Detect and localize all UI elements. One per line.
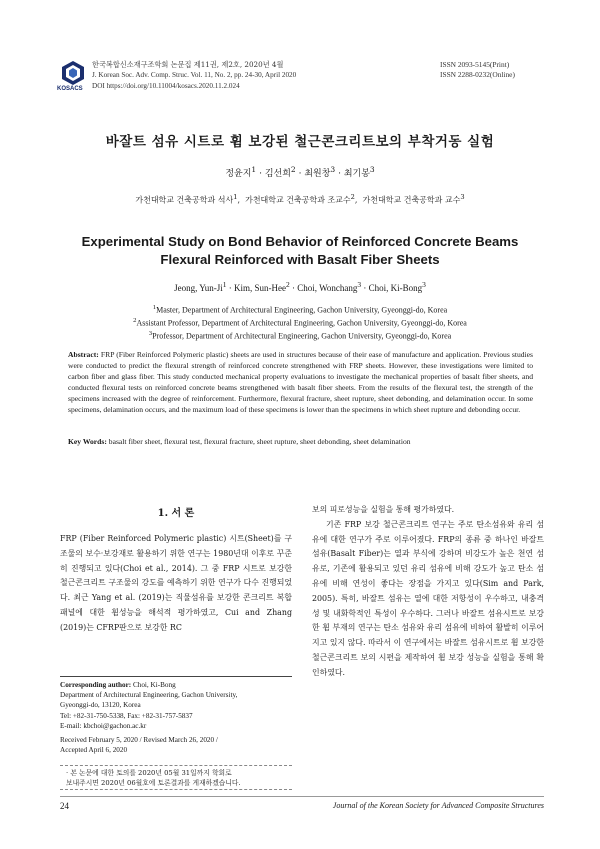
notice-line: · 본 논문에 대한 토의를 2020년 05월 31일까지 학회로	[66, 769, 232, 777]
corresponding-name: Choi, Ki-Bong	[132, 681, 176, 689]
affiliation-en	[0, 329, 600, 342]
author-sup: 1	[222, 280, 227, 289]
author-separator: ·	[298, 169, 302, 179]
logo-text: KOSACS	[57, 86, 83, 92]
author-sup: 2	[290, 165, 296, 174]
accepted-line: Accepted April 6, 2020	[60, 746, 128, 755]
keywords-text: basalt fiber sheet, flexural test, flexural fracture, sheet rupture, sheet debonding, sheet delamination	[108, 437, 411, 446]
affiliations-ko: 가천대학교 건축공학과 석사$^1$, 가천대학교 건축공학과 조교수$^2$, 가천대학교 건축공학과 교수$^3$	[135, 193, 465, 205]
logo-emblem-icon	[60, 60, 86, 86]
affiliation-ko: 가천대학교 건축공학과 교수	[362, 195, 461, 205]
author-separator: ·	[259, 169, 262, 179]
doi-link[interactable]: DOI https://doi.org/10.11004/kosacs.2020.11.2.024	[92, 81, 240, 90]
corresponding-address: Gyeonggi-do, 13120, Korea	[60, 701, 141, 710]
corresponding-author	[60, 680, 292, 731]
body-paragraph: FRP (Fiber Reinforced Polymeric plastic) 시트(Sheet)를 구조물의 보수·보강재로 활용하기 위한 연구는 1980년대 이후로 꾸준히 진행되고 있다(Choi et al., 2014). 그 중 FRP 시트로 보강한 철근콘크리트 구조물의 강도를 예측하기 위한 연구가 다수 진행되었다. 최근 Yang et al. (2019)는 직물섬유를 보강한 콘크리트 복합패널에 대한 휨성능을 해석적 평가하였고, Cui and Zhang (2019)는 CFRP판으로 보강한 RC	[60, 534, 292, 632]
section-title: 1. 서 론	[157, 508, 195, 519]
journal-name-en: J. Korean Soc. Adv. Comp. Struc. Vol. 11, No. 2, pp. 24-30, April 2020	[92, 71, 297, 80]
affiliation-sup: 1	[233, 193, 238, 201]
issn-online: ISSN 2288-0232(Online)	[440, 70, 515, 80]
footer-divider	[60, 796, 544, 797]
author-separator: ·	[228, 283, 232, 293]
authors-ko	[0, 165, 600, 179]
affiliation-sup: 2	[133, 317, 137, 325]
corresponding-tel: Tel: +82-31-750-5338, Fax: +82-31-757-5837	[60, 711, 193, 720]
author-separator: ·	[363, 283, 367, 293]
affiliation-sup: 3	[460, 193, 465, 201]
affiliation-text: Professor, Department of Architectural Engineering, Gachon University, Gyeonggi-do, Korea	[152, 331, 452, 341]
received-dates	[60, 735, 292, 755]
affiliation-en	[0, 316, 600, 329]
affiliation-sup: 1	[152, 304, 157, 311]
affiliation-text: Master, Department of Architectural Engineering, Gachon University, Gyeonggi-do, Korea	[156, 305, 448, 315]
paper-title-en	[60, 233, 540, 268]
author-ko: 정윤지	[225, 169, 252, 179]
author-separator: ·	[292, 283, 296, 293]
affiliation-sup: 3	[148, 330, 153, 338]
affiliation-ko: 가천대학교 건축공학과 석사	[135, 195, 234, 205]
affiliation-text: Assistant Professor, Department of Architectural Engineering, Gachon University, Gyeonggi-do, Korea	[136, 318, 467, 328]
body-paragraph: 기존 FRP 보강 철근콘크리트 연구는 주로 탄소섬유와 유리 섬유에 대한 연구가 주로 이루어졌다. FRP의 종류 중 하나인 바잘트 섬유(Basalt Fiber)는 열과 부식에 강하며 비강도가 높은 천연 섬유로, 기존에 활용되고 있던 유리 섬유에 비해 강도가 높고 탄소 섬유에 비해 연성이 좋다는 장점을 가지고 있다(Sim and Park, 2005). 특히, 바잘트 섬유는 열에 대한 저항성이 우수하고, 내충격성 및 내화학적인 특성이 우수하다. 그러나 바잘트 섬유시트로 보강한 휨 부재의 연구는 탄소 섬유와 유리 섬유에 비하여 활발히 이루어지고 있지 않다. 따라서 이 연구에서는 바잘트 섬유시트로 휨 보강한 철근콘크리트 보의 시편을 제작하여 휨 보강 성능을 실험을 통해 확인하였다.	[312, 519, 544, 677]
authors-en	[0, 280, 600, 293]
author-ko: 김선희	[264, 169, 291, 179]
author-sup: 2	[286, 280, 290, 289]
abstract-label: Abstract:	[68, 350, 99, 359]
author-ko: 최기봉	[343, 169, 370, 179]
paper-title-ko: 바잘트 섬유 시트로 휨 보강된 철근콘크리트보의 부착거동 실험	[105, 134, 495, 150]
author-sup: 3	[369, 165, 375, 174]
intro-right-column	[312, 503, 544, 681]
author-separator: ·	[338, 169, 341, 179]
footnote-divider	[60, 676, 292, 677]
author-sup: 3	[422, 280, 426, 289]
notice-line: 보내주시면 2020년 06월호에 토론결과를 게재하겠습니다.	[66, 779, 241, 788]
issn-block	[440, 60, 515, 81]
author-sup: 1	[251, 165, 257, 174]
issn-print: ISSN 2093-5145(Print)	[440, 60, 510, 69]
affiliation-en	[0, 303, 600, 316]
body-paragraph: 보의 피로성능을 실험을 통해 평가하였다.	[312, 505, 455, 514]
journal-header	[92, 60, 296, 91]
author-en: Jeong, Yun-Ji	[174, 283, 223, 293]
affiliations-en	[0, 303, 600, 342]
journal-logo	[57, 60, 86, 94]
journal-name-ko: 한국복합신소재구조학회 논문집 제11권, 제2호, 2020년 4월	[92, 60, 284, 69]
keywords	[68, 437, 533, 448]
title-en-line: Experimental Study on Bond Behavior of Reinforced Concrete Beams	[81, 234, 519, 249]
corresponding-dept: Department of Architectural Engineering, Gachon University,	[60, 691, 238, 700]
abstract-text: FRP (Fiber Reinforced Polymeric plastic) sheets are used in structures because of their ease of manufacture and application. Previous studies were conducted to predict the flexural strength of reinforced concrete strengthened with FRP sheets. However, these investigations were limited to carbon fiber and glass fiber. This study conducted mechanical property evaluations to investigate the mechanical properties of basalt fiber sheets, and conducted flexural tests on reinforced concrete beams strengthened with basalt fiber sheets. From the results of the flexural test, the strength of the specimens increased with the degree of reinforcement. Furthermore, flexural fracture, sheet rupture, sheet debonding, and delamination occur. In some specimens, delamination occurs, and the maximum load of these specimens is lower than the specimens in which sheet rupture and debonding occur.	[68, 350, 533, 414]
discussion-notice	[60, 765, 292, 790]
page-number: 24	[60, 801, 69, 811]
affiliation-sup: 2	[350, 193, 355, 201]
author-sup: 3	[357, 280, 362, 289]
journal-footer: Journal of the Korean Society for Advanced Composite Structures	[332, 801, 544, 810]
author-en: Choi, Ki-Bong	[368, 283, 423, 293]
author-ko: 최원창	[304, 169, 331, 179]
author-en: Kim, Sun-Hee	[234, 283, 287, 293]
affiliation-ko: 가천대학교 건축공학과 조교수	[245, 195, 351, 205]
author-sup: 3	[330, 165, 336, 174]
author-en: Choi, Wonchang	[297, 283, 358, 293]
corresponding-label: Corresponding author:	[60, 681, 132, 689]
corresponding-email[interactable]: E-mail: kbchoi@gachon.ac.kr	[60, 721, 147, 730]
title-en-line: Flexural Reinforced with Basalt Fiber Sheets	[160, 251, 440, 267]
received-line: Received February 5, 2020 / Revised March 26, 2020 /	[60, 736, 218, 744]
abstract	[68, 350, 533, 415]
intro-left-column	[60, 532, 292, 636]
keywords-label: Key Words:	[68, 437, 107, 446]
